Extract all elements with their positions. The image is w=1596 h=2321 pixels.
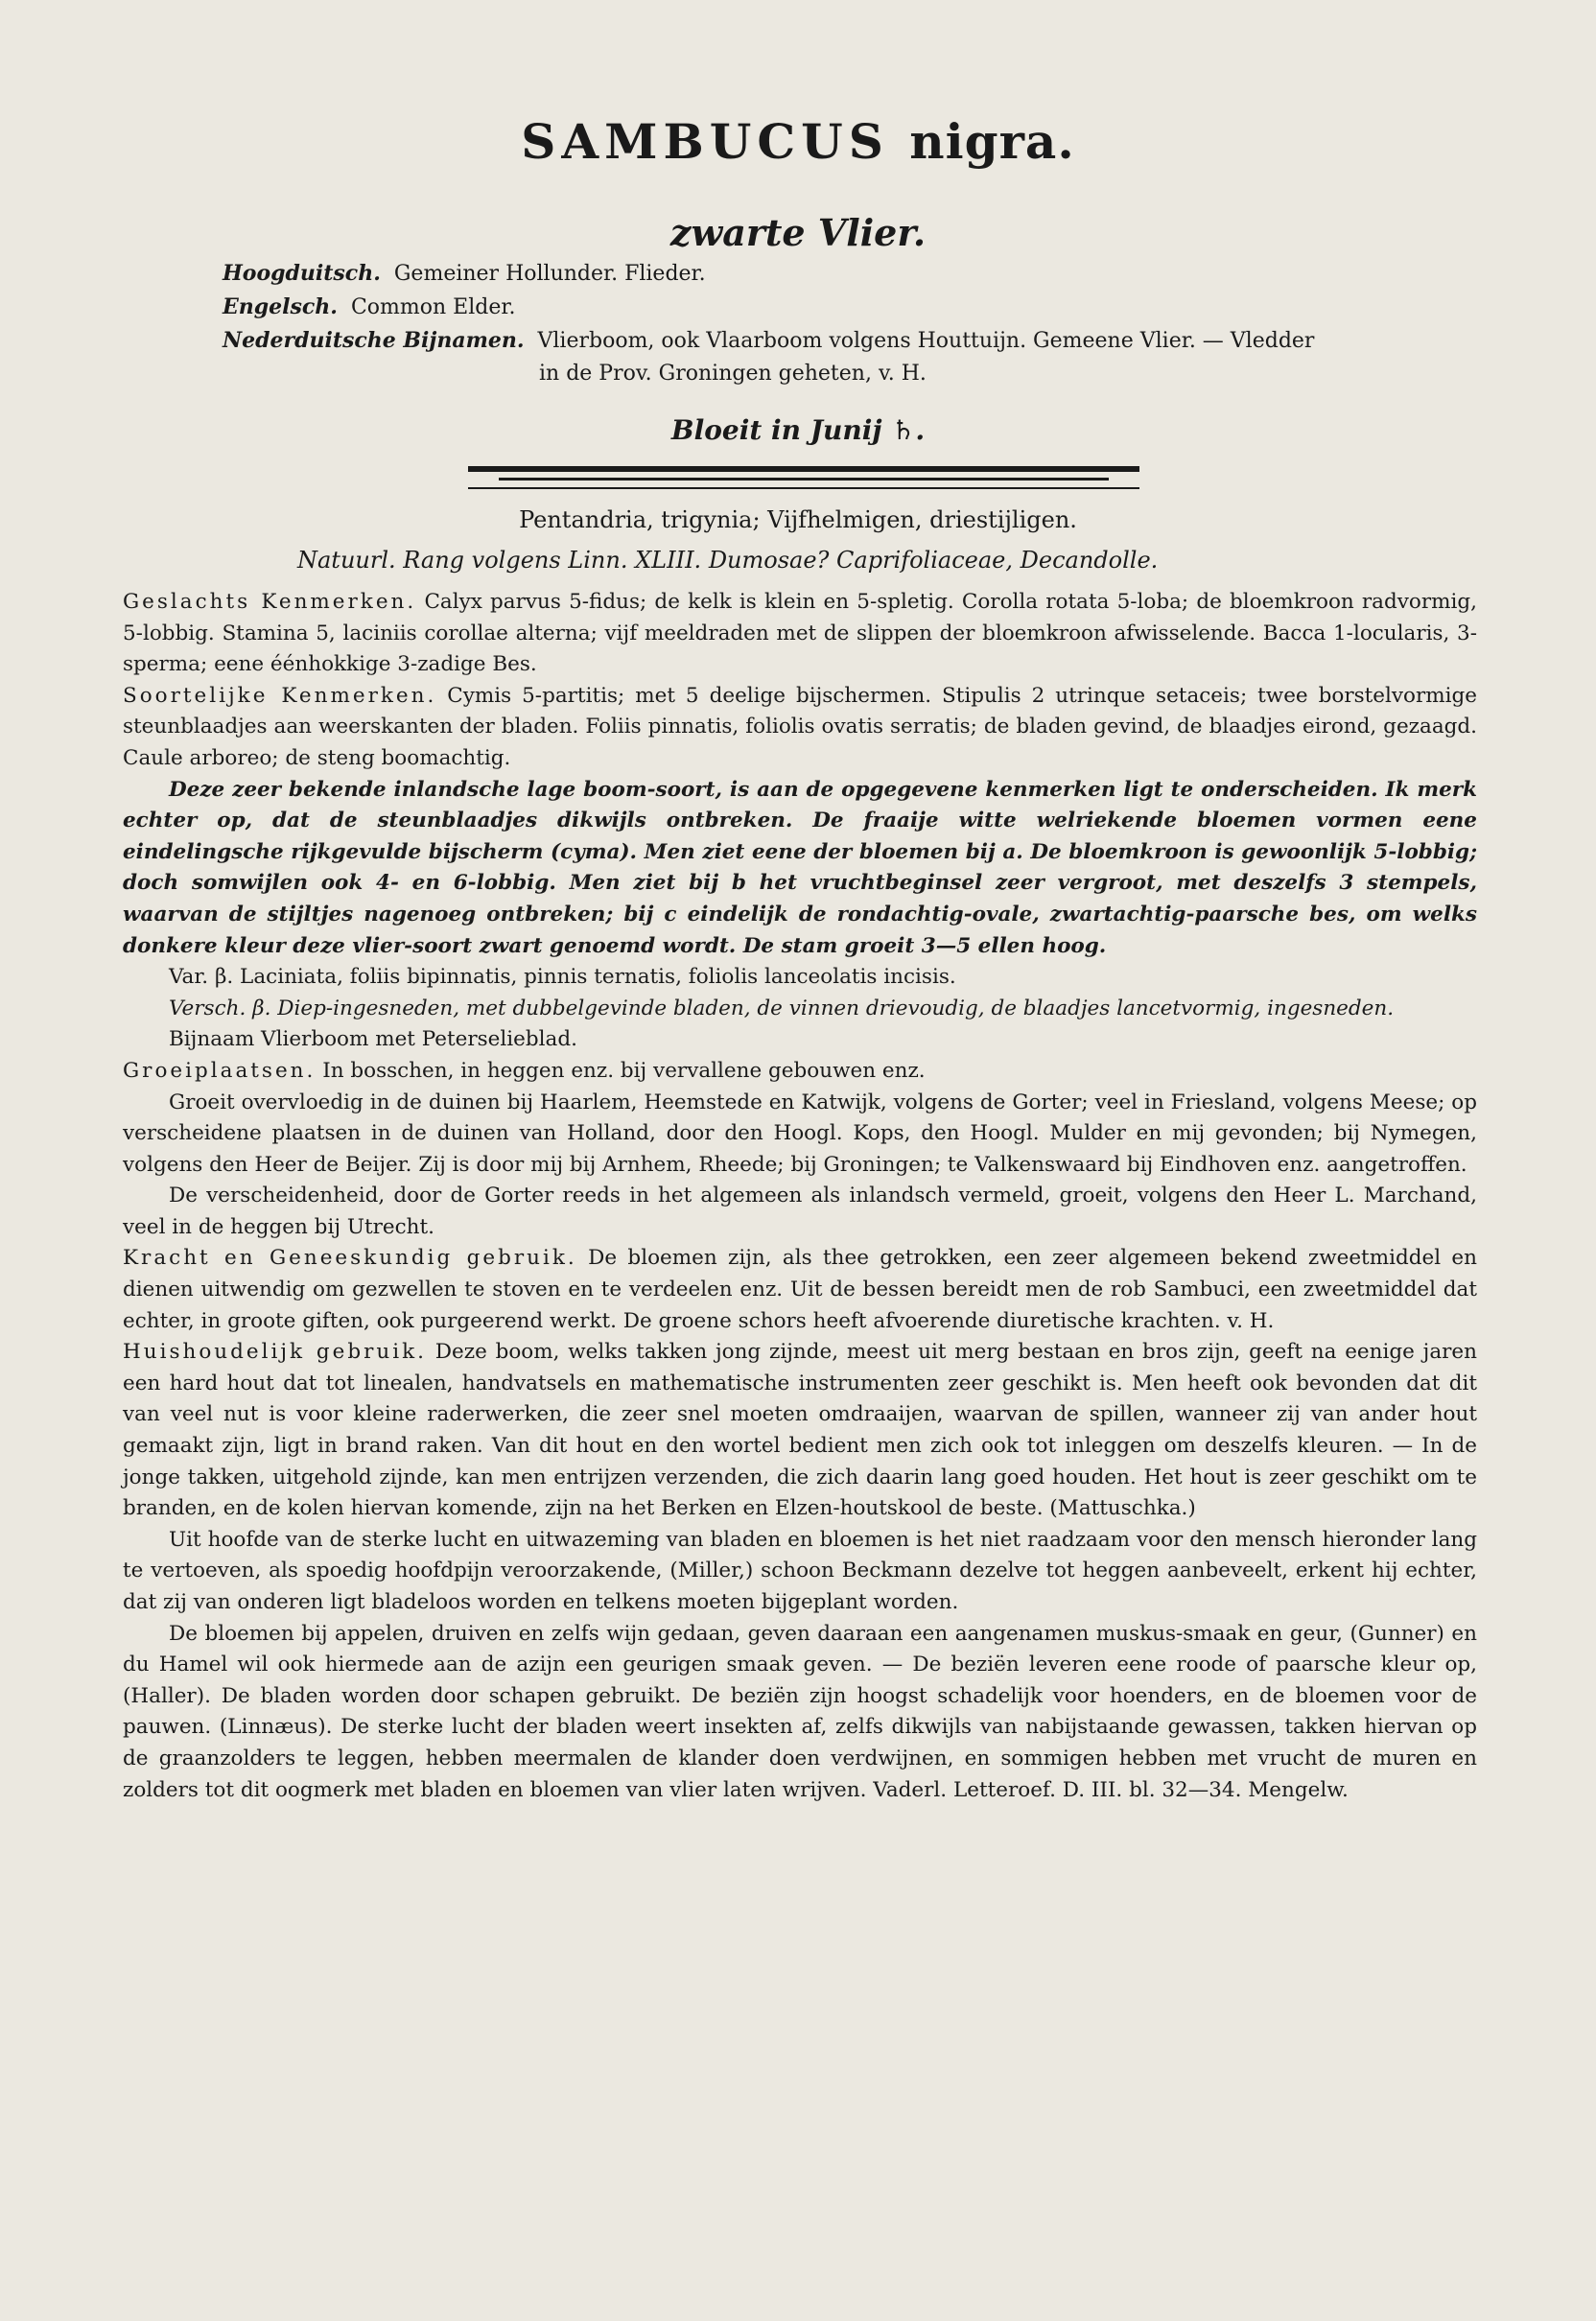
paragraph-text: Deze boom, welks takken jong zijnde, meest uit merg bestaan en bros zijn, geeft na eenige jaren een hard hout dat tot linealen, handvatsels en mathematische instrumenten zeer geschikt is. Men heeft ook bevonden dat dit van veel nut is voor kleine raderwerken, die zeer snel moeten omdraaijen, waarvan de spillen, wanneer zij van ander hout gemaakt zijn, ligt in brand raken. Van dit hout en den wortel bedient men zich ook tot inleggen om deszelfs kleuren. — In de jonge takken, uitgehold zijnde, kan men entrijzen verzenden, die zich daarin lang goed houden. Het hout is zeer geschikt om te branden, en de kolen hiervan komende, zijn na het Berken en Elzen-houtskool de beste. (Mattuschka.) <box>123 1340 1477 1521</box>
flowers-paragraph: De bloemen bij appelen, druiven en zelfs wijn gedaan, geven daaraan een aangenamen muskus-smaak en geur, (Gunner) en du Hamel wil ook hiermede aan de azijn een geurigen smaak geven. — De beziën leveren eene roode of paarsche kleur op, (Haller). De bladen worden door schapen gebruikt. De beziën zijn hoogst schadelijk voor hoenders, en de bloemen voor de pauwen. (Linnæus). De sterke lucht der bladen weert insekten af, zelfs dikwijls van nabijstaande gewassen, takken hiervan op de graanzolders te leggen, hebben meermalen de klander doen verdwijnen, en sommigen hebben met vrucht de muren en zolders tot dit oogmerk met bladen en bloemen van vlier laten wrijven. Vaderl. Letteroef. D. III. bl. 32—34. Mengelw. <box>123 1621 1477 1802</box>
habitat-paragraph <box>123 1056 1477 1088</box>
common-name-text: Gemeiner Hollunder. Flieder. <box>393 262 706 286</box>
species-characters <box>123 681 1477 775</box>
smell-paragraph: Uit hoofde van de sterke lucht en uitwazeming van bladen en bloemen is het niet raadzaam voor den mensch hieronder lang te vertoeven, als spoedig hoofdpijn veroorzakende, (Miller,) schoon Beckmann dezelve tot heggen aanbeveelt, erkent hij echter, dat zij van onderen ligt bladeloos worden en telkens moeten bijgeplant worden. <box>123 1527 1477 1614</box>
section-label: Geslachts Kenmerken. <box>123 590 417 614</box>
bloom-period: Bloeit in Junij ♄. <box>670 414 926 446</box>
variety-name-line: Bijnaam Vlierboom met Peterselieblad. <box>169 1027 577 1052</box>
paragraph-text: Cymis 5-partitis; met 5 deelige bijschermen. Stipulis 2 utrinque setaceis; twee borstelvormige steunblaadjes aan weerskanten der bladen. Foliis pinnatis, foliolis ovatis serratis; de bladen gevind, de blaadjes eirond, gezaagd. Caule arboreo; de steng boomachtig. <box>123 683 1477 770</box>
paragraph-text: In bosschen, in heggen enz. bij vervallene gebouwen enz. <box>322 1058 926 1083</box>
description-paragraph: Deze zeer bekende inlandsche lage boom-soort, is aan de opgegevene kenmerken ligt te onderscheiden. Ik merk echter op, dat de steunblaadjes dikwijls ontbreken. De fraaije witte welriekende bloemen vormen eene eindelingsche rijkgevulde bijscherm (cyma). Men ziet eene der bloemen bij a. De bloemkroon is gewoonlijk 5-lobbig; doch somwijlen ook 4- en 6-lobbig. Men ziet bij b het vruchtbeginsel zeer vergroot, met deszelfs 3 stempels, waarvan de stijltjes nagenoeg ontbreken; bij c eindelijk de rondachtig-ovale, zwartachtig-paarsche bes, om welks donkere kleur deze vlier-soort zwart genoemd wordt. De stam groeit 3—5 ellen hoog. <box>123 777 1477 958</box>
page-title <box>0 113 1596 170</box>
household-paragraph <box>123 1337 1477 1525</box>
habitat-detail-paragraph: Groeit overvloedig in de duinen bij Haarlem, Heemstede en Katwijk, volgens de Gorter; veel in Friesland, volgens Meese; op verscheidene plaatsen in de duinen van Holland, door den Hoogl. Kops, den Hoogl. Mulder en mij gevonden; bij Nymegen, volgens den Heer de Beijer. Zij is door mij bij Arnhem, Rheede; bij Groningen; te Valkenswaard bij Eindhoven enz. aangetroffen. <box>123 1090 1477 1177</box>
language-label: Hoogduitsch. <box>223 261 381 286</box>
medicinal-paragraph <box>123 1243 1477 1337</box>
common-name-row <box>223 358 1498 390</box>
section-label: Soortelijke Kenmerken. <box>123 683 437 708</box>
variety-line: Var. β. Laciniata, foliis bipinnatis, pinnis ternatis, foliolis lanceolatis incisis. <box>169 965 956 990</box>
linnaean-class: Pentandria, trigynia; Vijfhelmigen, driestijligen. <box>519 506 1077 533</box>
common-name-text: Common Elder. <box>350 295 516 319</box>
genus-name: SAMBUCUS <box>521 113 889 170</box>
divider-rule <box>499 478 1109 481</box>
language-label: Nederduitsche Bijnamen. <box>223 328 525 353</box>
genus-characters <box>123 587 1477 681</box>
section-label: Groeiplaatsen. <box>123 1058 317 1083</box>
common-name-row <box>223 257 1498 291</box>
variety-dutch-line: Versch. β. Diep-ingesneden, met dubbelgevinde bladen, de vinnen drievoudig, de blaadjes lancetvormig, ingesneden. <box>169 996 1395 1020</box>
natural-rank: Natuurl. Rang volgens Linn. XLIII. Dumosae? Caprifoliaceae, Decandolle. <box>297 547 1159 574</box>
common-name-row <box>223 291 1498 324</box>
paragraph-text: Calyx parvus 5-fidus; de kelk is klein en 5-spletig. Corolla rotata 5-loba; de bloemkroon radvormig, 5-lobbig. Stamina 5, laciniis corollae alterna; vijf meeldraden met de slippen der bloemkroon afwisselende. Bacca 1-locularis, 3-sperma; eene éénhokkige 3-zadige Bes. <box>123 590 1477 677</box>
language-label: Engelsch. <box>223 294 338 319</box>
body-text <box>123 587 1477 1806</box>
variety-habitat-paragraph: De verscheidenheid, door de Gorter reeds in het algemeen als inlandsch vermeld, groeit, volgens den Heer L. Marchand, veel in de heggen bij Utrecht. <box>123 1184 1477 1239</box>
section-label: Huishoudelijk gebruik. <box>123 1340 427 1365</box>
dutch-name: zwarte Vlier. <box>669 211 927 254</box>
divider-rule <box>468 487 1139 489</box>
paragraph-text: De bloemen zijn, als thee getrokken, een zeer algemeen bekend zweetmiddel en dienen uitwendig om gezwellen te stoven en te verdeelen enz. Uit de bessen bereidt men de rob Sambuci, een zweetmiddel dat echter, in groote giften, ook purgeerend werkt. De groene schors heeft afvoerende diuretische krachten. v. H. <box>123 1246 1477 1333</box>
common-name-row <box>223 324 1498 358</box>
divider-rule <box>468 466 1139 472</box>
common-name-text: in de Prov. Groningen geheten, v. H. <box>539 362 927 386</box>
species-name: nigra. <box>909 113 1075 170</box>
common-names <box>223 257 1498 390</box>
section-label: Kracht en Geneeskundig gebruik. <box>123 1246 577 1271</box>
common-name-text: Vlierboom, ook Vlaarboom volgens Houttuijn. Gemeene Vlier. — Vledder <box>537 329 1315 353</box>
